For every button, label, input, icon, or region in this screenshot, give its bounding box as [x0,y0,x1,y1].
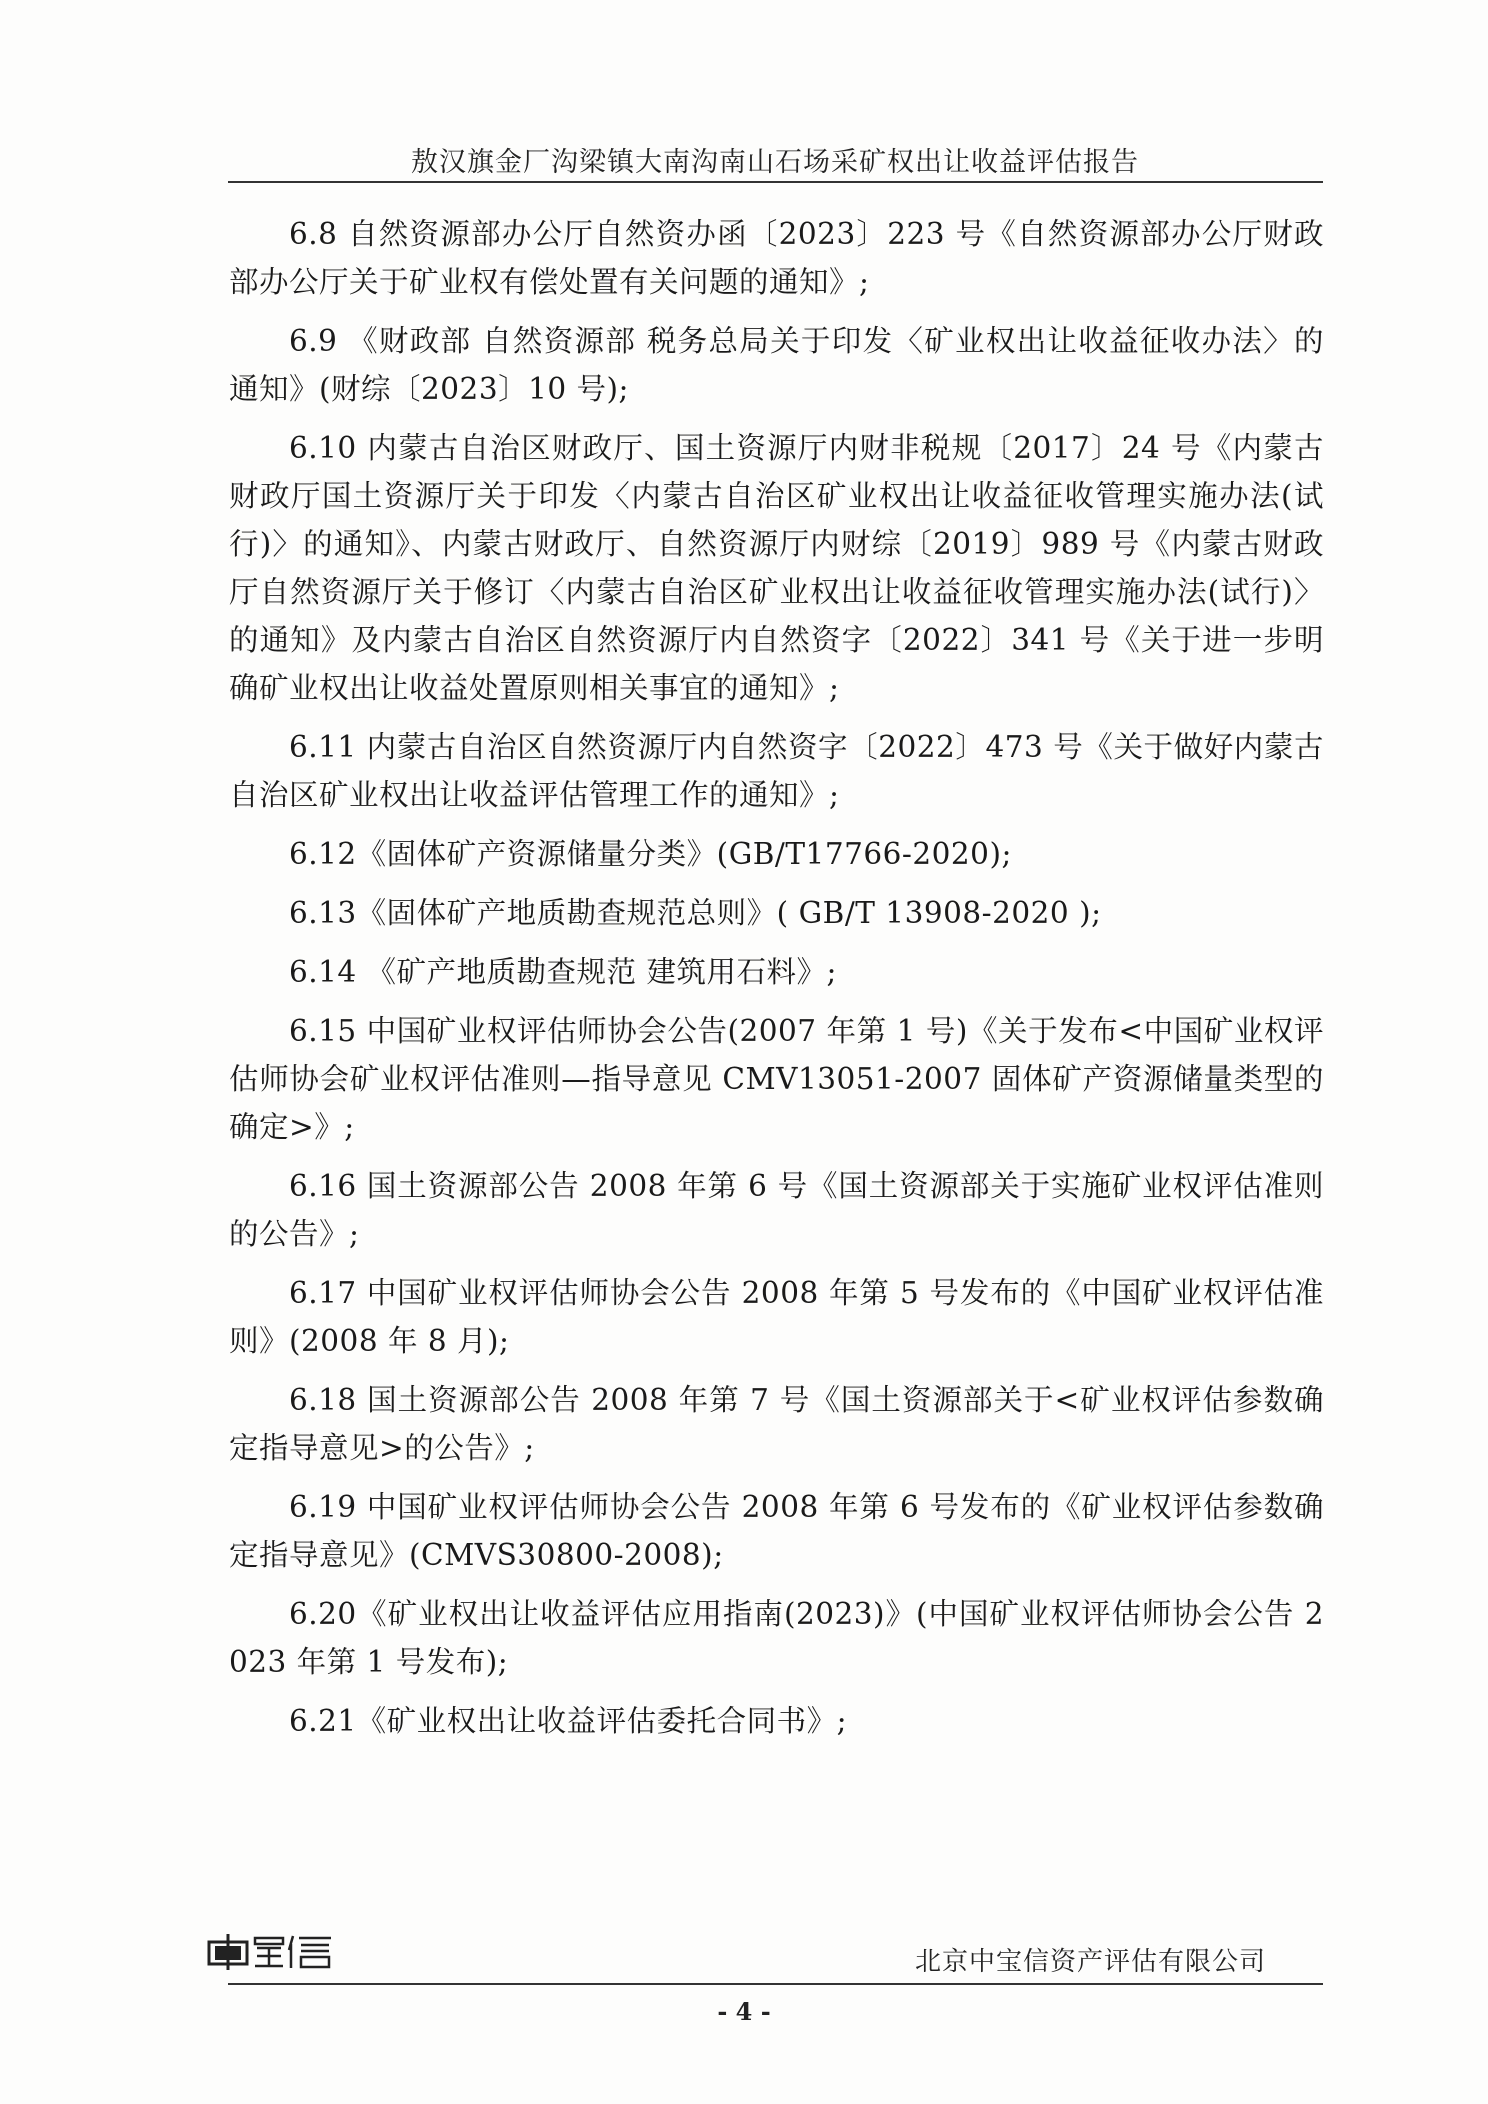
paragraph-6-19: 6.19 中国矿业权评估师协会公告 2008 年第 6 号发布的《矿业权评估参数确定指导意见》(CMVS30800-2008); [229,1490,1324,1572]
footer-company-name: 北京中宝信资产评估有限公司 [914,1947,1266,1977]
paragraph-6-18: 6.18 国土资源部公告 2008 年第 7 号《国土资源部关于<矿业权评估参数确定指导意见>的公告》; [229,1383,1324,1465]
paragraph-6-8: 6.8 自然资源部办公厅自然资办函〔2023〕223 号《自然资源部办公厅财政部办公厅关于矿业权有偿处置有关问题的通知》; [229,217,1324,299]
header-divider [228,181,1323,183]
paragraph-6-10: 6.10 内蒙古自治区财政厅、国土资源厅内财非税规〔2017〕24 号《内蒙古财政厅国土资源厅关于印发〈内蒙古自治区矿业权出让收益征收管理实施办法(试行)〉的通知》、内蒙古财政厅、自然资源厅内财综〔2019〕989 号《内蒙古财政厅自然资源厅关于修订〈内蒙古自治区矿业权出让收益征收管理实施办法(试行)〉的通知》及内蒙古自治区自然资源厅内自然资字〔2022〕341 号《关于进一步明确矿业权出让收益处置原则相关事宜的通知》; [229,431,1324,705]
paragraph-6-13: 6.13《固体矿产地质勘查规范总则》( GB/T 13908-2020 ); [289,896,1102,930]
page-number: - 4 - [717,1997,771,2026]
paragraph-6-20: 6.20《矿业权出让收益评估应用指南(2023)》(中国矿业权评估师协会公告 2023 年第 1 号发布); [229,1597,1324,1679]
footer-divider [228,1983,1323,1985]
paragraph-6-16: 6.16 国土资源部公告 2008 年第 6 号《国土资源部关于实施矿业权评估准则的公告》; [229,1169,1324,1251]
document-body [229,210,1324,1756]
paragraph-6-11: 6.11 内蒙古自治区自然资源厅内自然资字〔2022〕473 号《关于做好内蒙古自治区矿业权出让收益评估管理工作的通知》; [229,730,1324,812]
paragraph-6-14: 6.14 《矿产地质勘查规范 建筑用石料》; [289,955,837,989]
page-header-title: 敖汉旗金厂沟梁镇大南沟南山石场采矿权出让收益评估报告 [411,147,1139,178]
company-logo [207,1930,337,1972]
paragraph-6-12: 6.12《固体矿产资源储量分类》(GB/T17766-2020); [289,837,1012,871]
paragraph-6-17: 6.17 中国矿业权评估师协会公告 2008 年第 5 号发布的《中国矿业权评估准则》(2008 年 8 月); [229,1276,1324,1358]
paragraph-6-15: 6.15 中国矿业权评估师协会公告(2007 年第 1 号)《关于发布<中国矿业权评估师协会矿业权评估准则—指导意见 CMV13051-2007 固体矿产资源储量类型的确定>》; [229,1014,1324,1144]
paragraph-6-21: 6.21《矿业权出让收益评估委托合同书》; [289,1704,848,1738]
paragraph-6-9: 6.9 《财政部 自然资源部 税务总局关于印发〈矿业权出让收益征收办法〉的通知》(财综〔2023〕10 号); [229,324,1324,406]
